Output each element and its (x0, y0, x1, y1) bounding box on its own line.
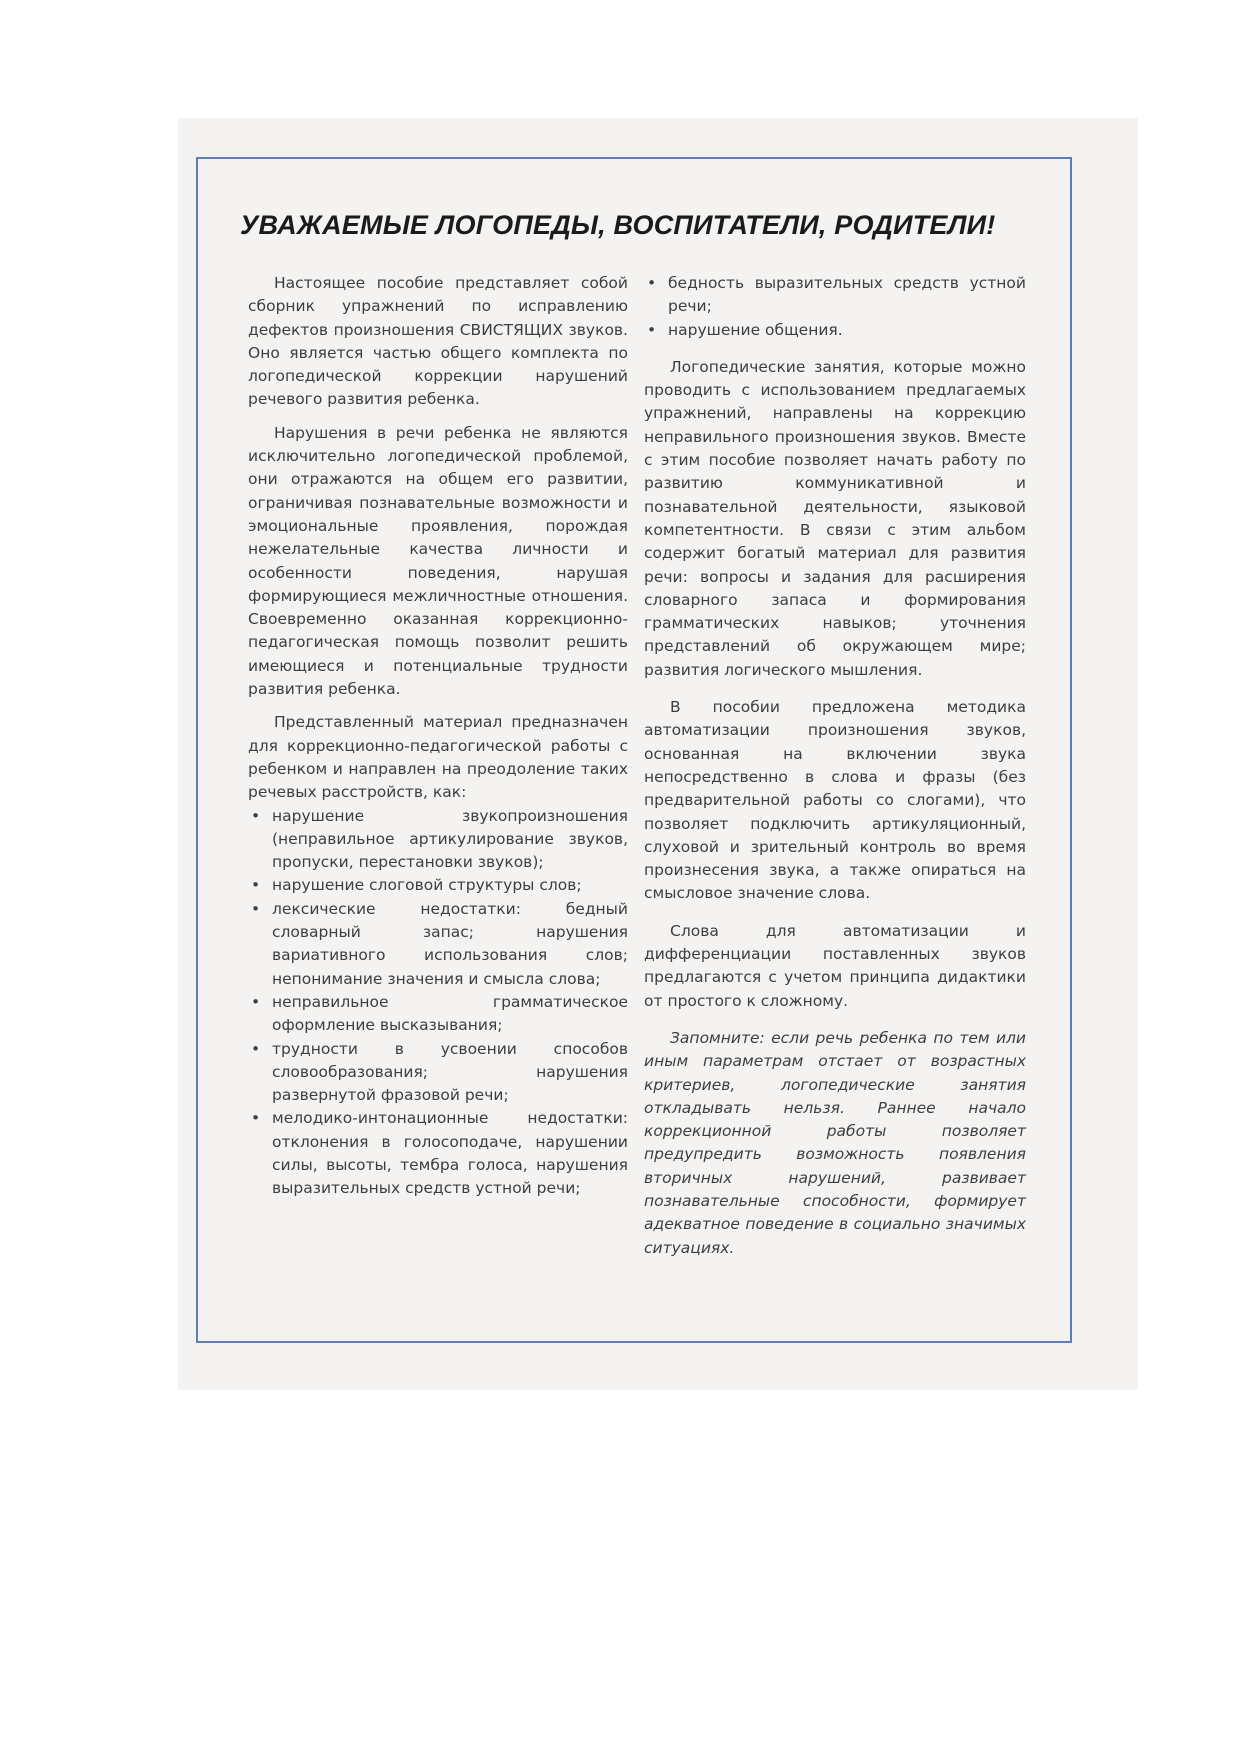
sessions-paragraph: Логопедические занятия, которые можно проводить с использованием предлагаемых упражнений, направлены на коррекцию неправильного произношения звуков. Вместе с этим пособие позволяет начать работу по развитию коммуникативной и познавательной деятельности, языковой компетентности. В связи с этим альбом содержит богатый материал для развития речи: вопросы и задания для расширения словарного запаса и формирования грамматических навыков; уточнения представлений об окружающем мире; развития логического мышления. (644, 357, 1026, 679)
page-title: УВАЖАЕМЫЕ ЛОГОПЕДЫ, ВОСПИТАТЕЛИ, РОДИТЕЛИ! (240, 210, 996, 240)
right-column (644, 272, 1026, 1260)
disorders-list (248, 805, 628, 1201)
list-item: • мелодико-интонационные недостатки: отклонения в голосоподаче, нарушении силы, высоты, тембра голоса, нарушения выразительных средств устной речи; (248, 1107, 628, 1200)
list-item: • лексические недостатки: бедный словарный запас; нарушения вариативного использования слов; непонимание значения и смысла слова; (248, 898, 628, 991)
list-item: • нарушение слоговой структуры слов; (248, 874, 628, 897)
intro-paragraph: Настоящее пособие представляет собой сборник упражнений по исправлению дефектов произношения СВИСТЯЩИХ звуков. Оно является частью общего комплекта по логопедической коррекции нарушений речевого развития ребенка. (248, 274, 628, 409)
speech-disorders-paragraph: Нарушения в речи ребенка не являются исключительно логопедической проблемой, они отражаются на общем его развитии, ограничивая познавательные возможности и эмоциональные проявления, порождая нежелательные качества личности и особенности поведения, нарушая формирующиеся межличностные отношения. Своевременно оказанная коррекционно-педагогическая помощь позволит решить имеющиеся и потенциальные трудности развития ребенка. (248, 423, 628, 699)
list-item: • трудности в усвоении способов словообразования; нарушения развернутой фразовой речи; (248, 1038, 628, 1108)
words-paragraph: Слова для автоматизации и дифференциации поставленных звуков предлагаются с учетом принципа дидактики от простого к сложному. (644, 921, 1026, 1010)
disorders-list-continued (644, 272, 1026, 342)
material-purpose-paragraph: Представленный материал предназначен для коррекционно-педагогической работы с ребенком и направлен на преодоление таких речевых расстройств, как: (248, 713, 628, 802)
list-item: • бедность выразительных средств устной речи; (644, 272, 1026, 319)
remember-note: Запомните: если речь ребенка по тем или иным параметрам отстает от возрастных критериев, логопедические занятия откладывать нельзя. Раннее начало коррекционной работы позволяет предупредить возможность появления вторичных нарушений, развивает познавательные способности, формирует адекватное поведение в социально значимых ситуациях. (644, 1028, 1026, 1257)
list-item: • нарушение звукопроизношения (неправильное артикулирование звуков, пропуски, перестановки звуков); (248, 805, 628, 875)
methodology-paragraph: В пособии предложена методика автоматизации произношения звуков, основанная на включении звука непосредственно в слова и фразы (без предварительной работы со слогами), что позволяет подключить артикуляционный, слуховой и зрительный контроль во время произнесения звука, а также опираться на смысловое значение слова. (644, 698, 1026, 903)
list-item: • нарушение общения. (644, 319, 1026, 342)
left-column (248, 272, 628, 1201)
list-item: • неправильное грамматическое оформление высказывания; (248, 991, 628, 1038)
